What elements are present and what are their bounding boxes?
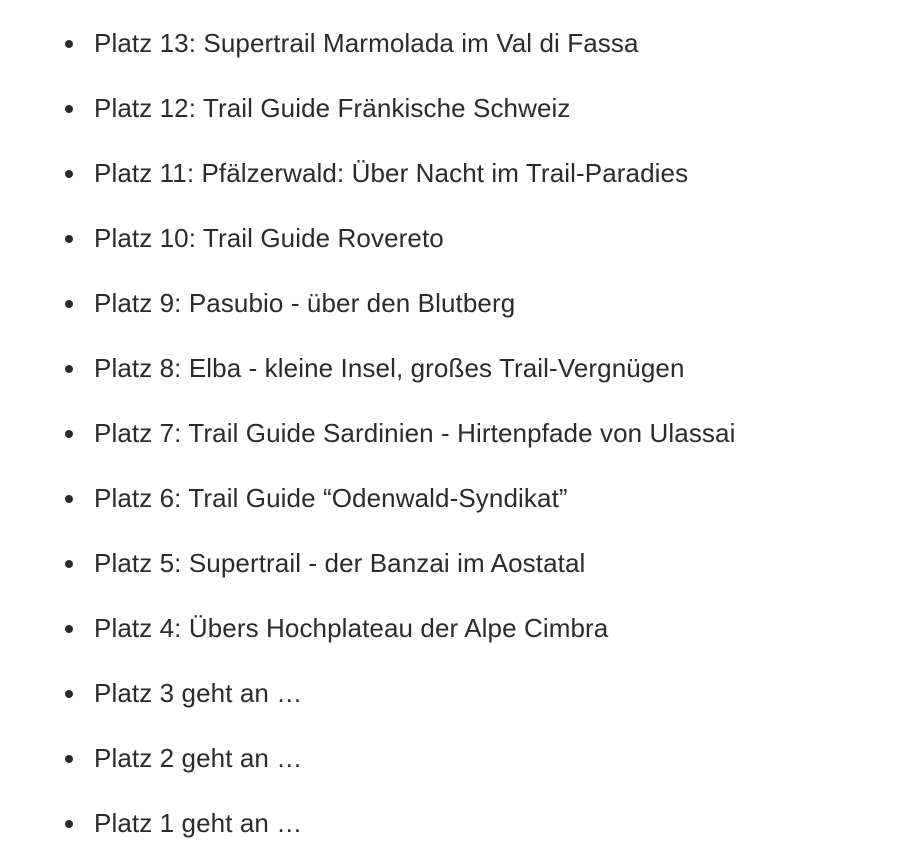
- list-item: [65, 89, 890, 128]
- list-item: [65, 154, 890, 193]
- bullet-icon: [65, 625, 73, 633]
- list-item: [65, 479, 890, 518]
- list-item-text: Platz 9: Pasubio - über den Blutberg: [94, 288, 516, 318]
- list-item: [65, 284, 890, 323]
- bullet-icon: [65, 105, 73, 113]
- list-item: [65, 609, 890, 648]
- list-item-text: Platz 12: Trail Guide Fränkische Schweiz: [94, 93, 571, 123]
- list-item-text: Platz 1 geht an …: [94, 808, 303, 838]
- list-item: [65, 674, 890, 713]
- list-item: [65, 414, 890, 453]
- list-item-text: Platz 11: Pfälzerwald: Über Nacht im Trail-Paradies: [94, 158, 689, 188]
- bullet-icon: [65, 170, 73, 178]
- bullet-icon: [65, 235, 73, 243]
- list-item: [65, 739, 890, 778]
- list-item-text: Platz 8: Elba - kleine Insel, großes Trail-Vergnügen: [94, 353, 685, 383]
- list-item: [65, 544, 890, 583]
- bullet-icon: [65, 300, 73, 308]
- bullet-icon: [65, 560, 73, 568]
- bullet-icon: [65, 40, 73, 48]
- bullet-icon: [65, 495, 73, 503]
- bullet-icon: [65, 755, 73, 763]
- list-item: [65, 24, 890, 63]
- list-item-text: Platz 2 geht an …: [94, 743, 303, 773]
- list-item-text: Platz 13: Supertrail Marmolada im Val di Fassa: [94, 28, 639, 58]
- list-item: [65, 219, 890, 258]
- list-item-text: Platz 10: Trail Guide Rovereto: [94, 223, 444, 253]
- list-item-text: Platz 4: Übers Hochplateau der Alpe Cimbra: [94, 613, 609, 643]
- list-item-text: Platz 7: Trail Guide Sardinien - Hirtenpfade von Ulassai: [94, 418, 736, 448]
- list-item-text: Platz 3 geht an …: [94, 678, 303, 708]
- list-item: [65, 804, 890, 843]
- bullet-icon: [65, 690, 73, 698]
- bullet-icon: [65, 365, 73, 373]
- list-item: [65, 349, 890, 388]
- list-item-text: Platz 5: Supertrail - der Banzai im Aostatal: [94, 548, 586, 578]
- list-item-text: Platz 6: Trail Guide “Odenwald-Syndikat”: [94, 483, 568, 513]
- bullet-icon: [65, 430, 73, 438]
- bullet-icon: [65, 820, 73, 828]
